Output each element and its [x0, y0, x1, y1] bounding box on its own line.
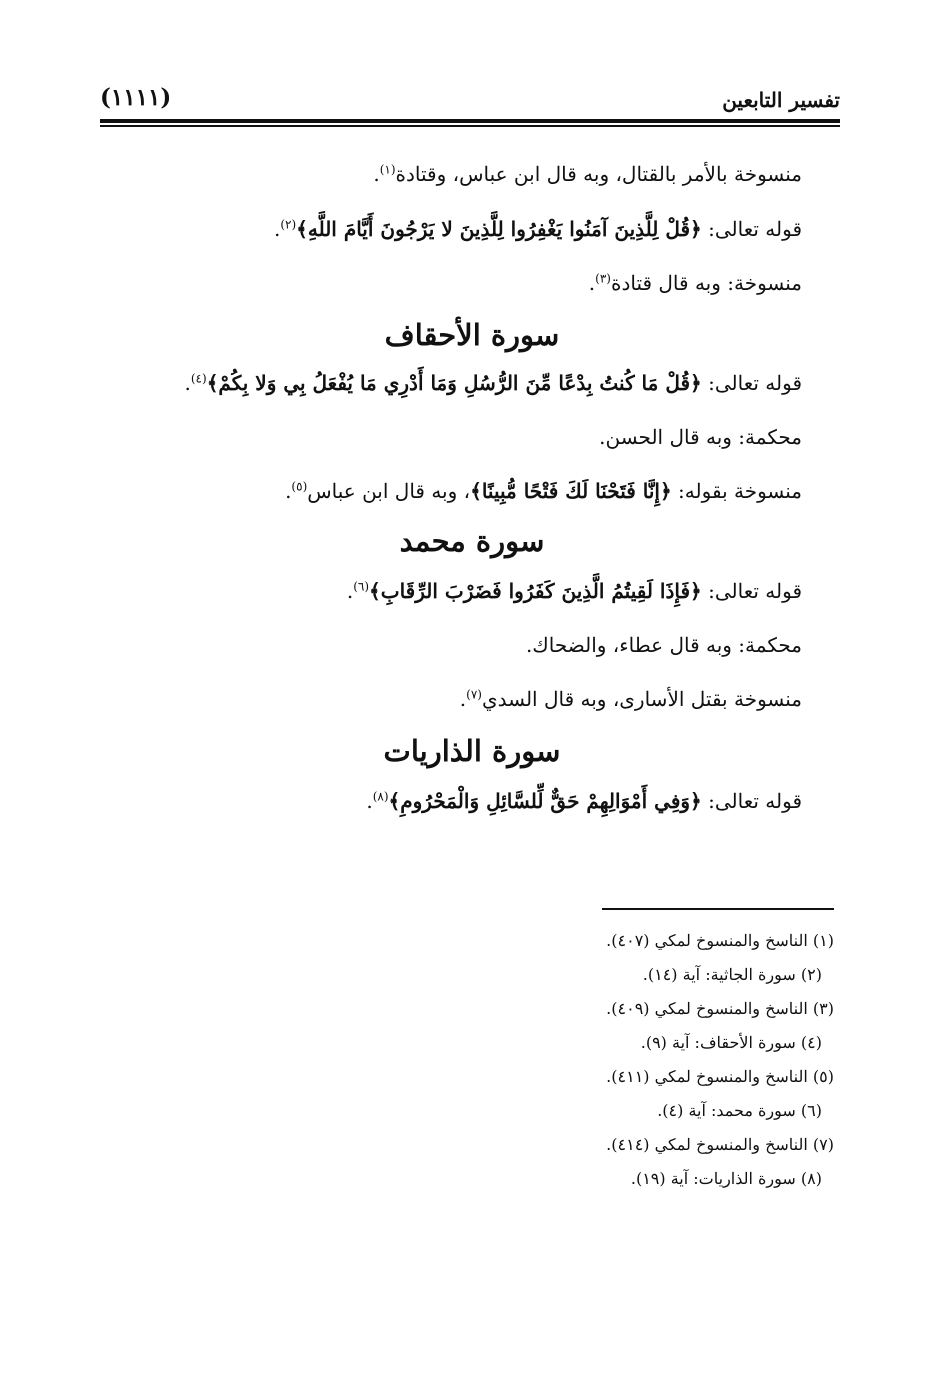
footnote-ref: (٤) — [190, 371, 207, 386]
footnote-ref: (٢) — [280, 217, 297, 232]
paragraph: قوله تعالى: ﴿قُلْ لِلَّذِينَ آمَنُوا يَغْفِرُوا لِلَّذِينَ لا يَرْجُونَ أَيَّامَ اللَّهِ﴾$^{(٢)}$. — [273, 217, 802, 241]
footnote-ref: (٦) — [353, 579, 370, 594]
paragraph: محكمة: وبه قال عطاء، والضحاك. — [525, 633, 802, 657]
paragraph: منسوخة بالأمر بالقتال، وبه قال ابن عباس، وقتادة$^{(١)}$. — [373, 162, 802, 186]
footnote-ref: (٣) — [595, 271, 611, 286]
footnote: (٤) سورة الأحقاف: آية (٩). — [640, 1033, 822, 1052]
header-rule-thin — [100, 125, 840, 127]
quran-verse: ﴿إِنَّا فَتَحْنَا لَكَ فَتْحًا مُّبِينًا﴾ — [470, 479, 672, 503]
footnote: (٣) الناسخ والمنسوخ لمكي (٤٠٩). — [606, 999, 834, 1018]
surah-heading: سورة محمد — [399, 524, 545, 558]
quran-verse: ﴿وَفِي أَمْوَالِهِمْ حَقٌّ لِّلسَّائِلِ وَالْمَحْرُومِ﴾ — [388, 789, 702, 813]
quran-verse: ﴿قُلْ مَا كُنتُ بِدْعًا مِّنَ الرُّسُلِ وَمَا أَدْرِي مَا يُفْعَلُ بِي وَلا بِكُمْ﴾ — [206, 371, 702, 395]
footnote-separator — [602, 908, 834, 910]
page-number: (١١١١) — [100, 84, 172, 111]
running-title: تفسير التابعين — [722, 88, 840, 112]
paragraph: منسوخة بقتل الأسارى، وبه قال السدي$^{(٧)}$. — [459, 687, 802, 711]
footnote: (٢) سورة الجاثية: آية (١٤). — [642, 965, 822, 984]
footnote-ref: (٧) — [466, 687, 482, 702]
footnote: (٨) سورة الذاريات: آية (١٩). — [630, 1169, 822, 1188]
footnote-ref: (١) — [379, 162, 396, 177]
paragraph: محكمة: وبه قال الحسن. — [599, 425, 802, 449]
paragraph: منسوخة: وبه قال قتادة$^{(٣)}$. — [588, 271, 802, 295]
footnote: (٦) سورة محمد: آية (٤). — [657, 1101, 822, 1120]
header-rule — [100, 119, 840, 123]
footnote: (١) الناسخ والمنسوخ لمكي (٤٠٧). — [606, 931, 834, 950]
footnote: (٧) الناسخ والمنسوخ لمكي (٤١٤). — [606, 1135, 834, 1154]
footnote: (٥) الناسخ والمنسوخ لمكي (٤١١). — [606, 1067, 834, 1086]
paragraph: قوله تعالى: ﴿قُلْ مَا كُنتُ بِدْعًا مِّنَ الرُّسُلِ وَمَا أَدْرِي مَا يُفْعَلُ بِي وَلا بِكُمْ﴾$^{(٤)}$. — [184, 371, 802, 395]
page-header — [100, 82, 840, 122]
footnote-ref: (٥) — [291, 479, 308, 494]
quran-verse: ﴿قُلْ لِلَّذِينَ آمَنُوا يَغْفِرُوا لِلَّذِينَ لا يَرْجُونَ أَيَّامَ اللَّهِ﴾ — [296, 217, 702, 241]
quran-verse: ﴿فَإِذَا لَقِيتُمُ الَّذِينَ كَفَرُوا فَضَرْبَ الرِّقَابِ﴾ — [369, 579, 702, 603]
paragraph: قوله تعالى: ﴿فَإِذَا لَقِيتُمُ الَّذِينَ كَفَرُوا فَضَرْبَ الرِّقَابِ﴾$^{(٦)}$. — [346, 579, 802, 603]
paragraph: منسوخة بقوله: ﴿إِنَّا فَتَحْنَا لَكَ فَتْحًا مُّبِينًا﴾، وبه قال ابن عباس$^{(٥)}$. — [285, 479, 802, 503]
footnote-ref: (٨) — [372, 789, 389, 804]
main-text — [142, 150, 802, 815]
footnotes — [434, 924, 834, 1196]
surah-heading: سورة الأحقاف — [384, 318, 560, 352]
paragraph: قوله تعالى: ﴿وَفِي أَمْوَالِهِمْ حَقٌّ لِّلسَّائِلِ وَالْمَحْرُومِ﴾$^{(٨)}$. — [366, 789, 802, 813]
surah-heading: سورة الذاريات — [383, 734, 561, 768]
